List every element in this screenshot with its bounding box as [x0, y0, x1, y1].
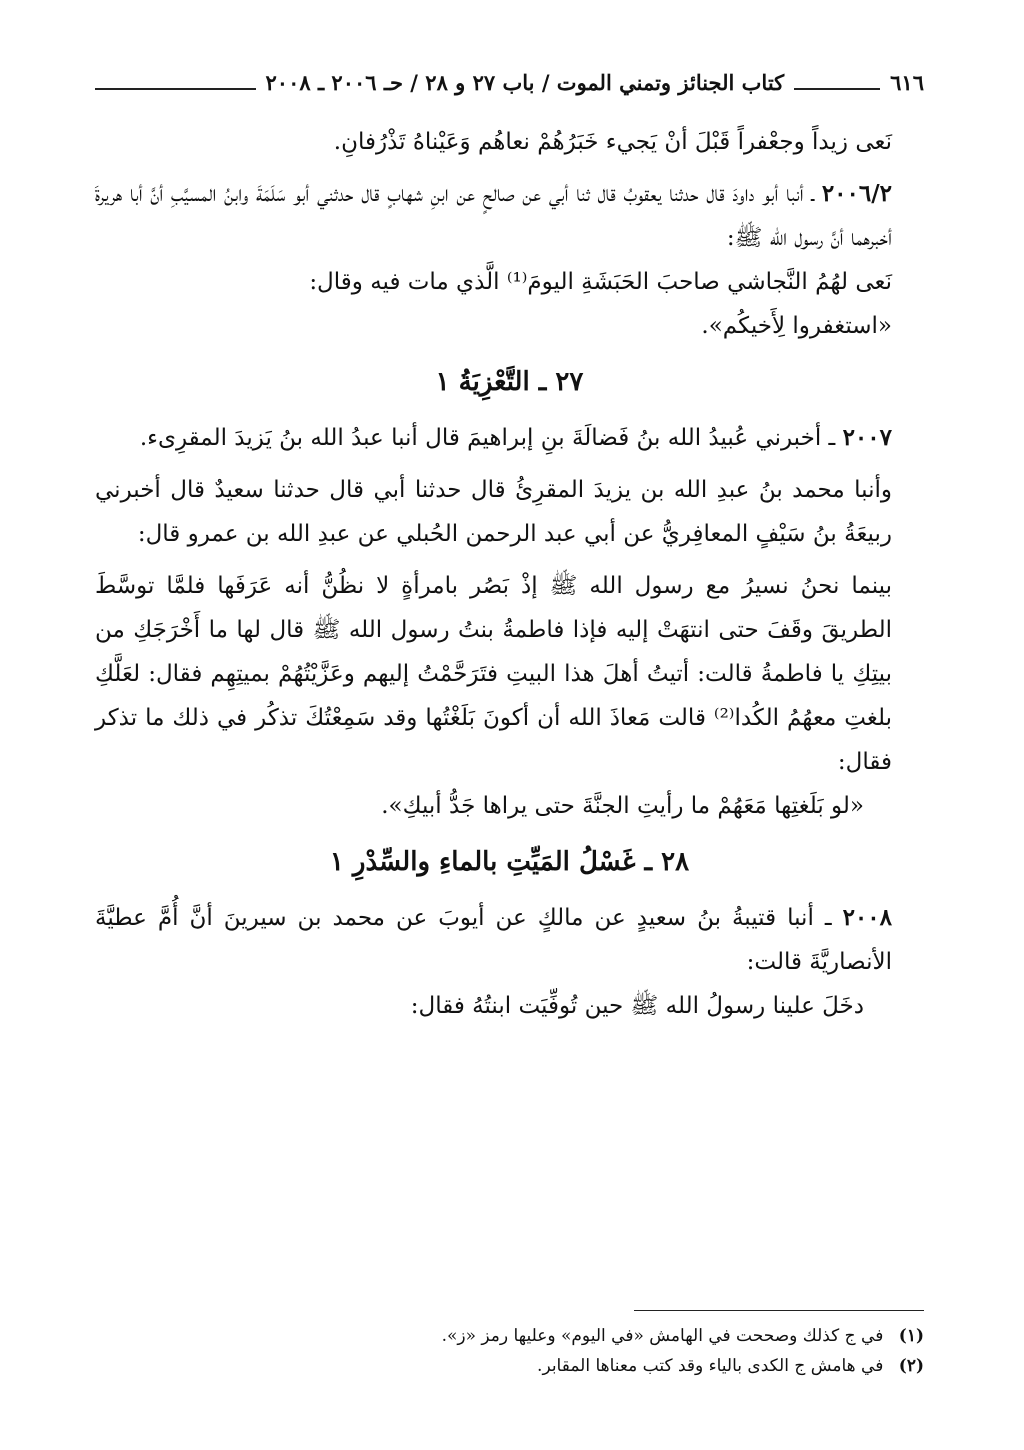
- paragraph-1: نَعى زيداً وجعْفراً قَبْلَ أنْ يَجيء خَبَرُهُمْ نعاهُم وَعَيْناهُ تَذْرُفانِ.: [333, 129, 892, 155]
- hadith-2006: [95, 172, 924, 260]
- footnote-mark: (٢): [898, 1356, 924, 1376]
- paragraph-6: وأنبا محمد بنُ عبدِ الله بن يزيدَ المقرِئُ قال حدثنا أبي قال حدثنا سعيدٌ قال أخبرني ربيعَةُ بنُ سَيْفٍ المعافِريُّ عن أبي عبد الرحمن الحُبلي عن عبدِ الله بن عمرو قال:: [95, 477, 892, 547]
- paragraph-7: بينما نحنُ نسيرُ مع رسول الله ﷺ إذْ بَصُر بامرأةٍ لا نظُنُّ أنه عَرَفَها فلمَّا توسَّطَ الطريقَ وقَفَ حتى انتهَتْ إليه فإذا فاطمةُ بنتُ رسول الله ﷺ قال لها ما أَخْرَجَكِ من بيتِكِ يا فاطمةُ قالت: أتيتُ أهلَ هذا البيتِ فتَرَحَّمْتُ إليهم وعَزَّيْتُهُمْ بميتِهِم فقال: لعَلَّكِ بلغتِ معهُمُ الكُدا⁽²⁾ قالت مَعاذَ الله أن أكونَ بَلَغْتُها وقد سَمِعْتُكَ تذكُر في ذلك ما تذكر فقال:: [95, 573, 892, 775]
- footnote-rule: [634, 1310, 924, 1311]
- footnote-mark: (١): [898, 1326, 924, 1346]
- footnote-1: [95, 1321, 924, 1351]
- chapter-heading-27: ٢٧ ـ التَّعْزِيَةُ ١: [435, 367, 584, 397]
- footnotes: [95, 1310, 924, 1381]
- paragraph-3: نَعى لهُمُ النَّجاشي صاحبَ الحَبَشَةِ اليومَ⁽¹⁾ الَّذي مات فيه وقال:: [309, 269, 892, 295]
- paragraph-8: «لو بَلَغتِها مَعَهُمْ ما رأيتِ الجنَّةَ حتى يراها جَدُّ أبيكِ».: [381, 793, 864, 819]
- header-rule-end: [95, 88, 256, 90]
- footnote-text: في هامش ج الكدى بالياء وقد كتب معناها المقابر.: [537, 1356, 884, 1376]
- running-header: [95, 68, 924, 98]
- hadith-text: ـ أنبا قتيبةُ بنُ سعيدٍ عن مالكٍ عن أيوبَ عن محمد بن سيرينَ أنَّ أُمَّ عطيَّةَ الأنصاريَّةَ قالت:: [95, 905, 892, 975]
- hadith-text: ـ أنبا أبو داودَ قال حدثنا يعقوبُ قال ثنا أبي عن صالحٍ عن ابنِ شهابٍ قال حدثني أبو سَلَمَةَ وابنُ المسيَّبِ أنَّ أبا هريرةَ أخبرهما أنَّ رسول الله ﷺ:: [95, 181, 892, 251]
- chapter-heading-28: ٢٨ ـ غَسْلُ المَيِّتِ بالماءِ والسِّدْرِ ١: [329, 847, 690, 877]
- hadith-number: ٢٠٠٦/٢: [821, 180, 892, 207]
- hadith-2007: [95, 416, 924, 460]
- footnote-text: في ج كذلك وصححت في الهامش «في اليوم» وعليها رمز «ز».: [441, 1326, 884, 1346]
- header-rule: [794, 88, 880, 90]
- hadith-number: ٢٠٠٧: [842, 424, 892, 451]
- paragraph-4: «استغفروا لِأَخيكُم».: [701, 313, 892, 339]
- main-text: [95, 120, 924, 1028]
- hadith-number: ٢٠٠٨: [842, 904, 892, 931]
- page-number: ٦١٦: [890, 70, 924, 95]
- footnote-2: [95, 1351, 924, 1381]
- paragraph-10: دخَلَ علينا رسولُ الله ﷺ حين تُوفِّيَت ابنتُهُ فقال:: [410, 993, 864, 1019]
- hadith-2008: [95, 896, 924, 984]
- hadith-text: ـ أخبرني عُبيدُ الله بنُ فَضالَةَ بنِ إبراهيمَ قال أنبا عبدُ الله بنُ يَزيدَ المقرِىء.: [139, 425, 836, 451]
- running-title: كتاب الجنائز وتمني الموت / باب ٢٧ و ٢٨ / حـ ٢٠٠٦ ـ ٢٠٠٨: [265, 70, 785, 95]
